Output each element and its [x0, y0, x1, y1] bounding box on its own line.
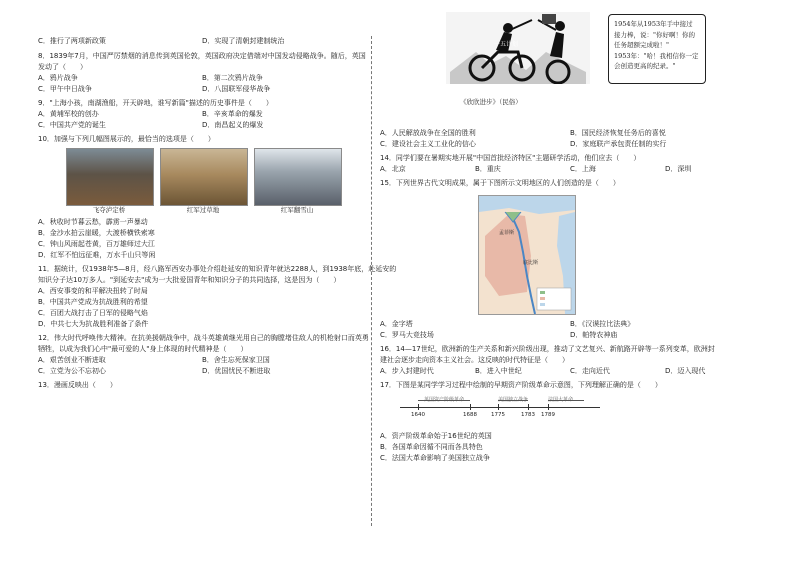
- option-b: B．舍生忘死保家卫国: [202, 356, 270, 364]
- map-label: 底比斯: [523, 260, 539, 266]
- question-14: [380, 153, 760, 175]
- question-stem: 17．下图是某同学学习过程中绘制的早期资产阶级革命示意图，下列理解正确的是（ ）: [380, 381, 662, 389]
- option-d: D．深圳: [665, 165, 692, 173]
- rider-label: 一五计划: [494, 41, 519, 48]
- right-column: [380, 6, 760, 464]
- option-d: D．帕特农神庙: [570, 331, 618, 339]
- revolution-timeline: [400, 395, 600, 429]
- painting-image: [160, 148, 248, 206]
- painting-luding-bridge: [66, 148, 152, 215]
- timeline-year: 1783: [521, 412, 535, 418]
- painting-snow-mountain: [254, 148, 340, 215]
- option-d: D．中共七大为抗战胜利准备了条件: [38, 320, 149, 328]
- speech-box: [608, 14, 706, 84]
- question-13: [38, 380, 366, 391]
- option-c: C．罗马大竞技场: [380, 331, 434, 339]
- option-a: A．资产阶级革命始于16世纪的英国: [380, 432, 492, 440]
- option-a: A．北京: [380, 165, 406, 173]
- painting-image: [254, 148, 342, 206]
- option-a: A．步入封建时代: [380, 367, 434, 375]
- option-d: D．南昌起义的爆发: [202, 121, 264, 129]
- timeline-span: [418, 400, 470, 401]
- option-c: C．中国共产党的诞生: [38, 121, 106, 129]
- timeline-label: 美国独立战争: [498, 397, 529, 403]
- timeline-tick: [528, 404, 529, 410]
- question-stem: 12．伟大时代呼唤伟大精神。在抗美援朝战争中，战斗英雄黄继光用自己的胸膛堵住敌人的机枪射口而英勇: [38, 334, 369, 342]
- timeline-tick: [418, 404, 419, 410]
- option-b: B．重庆: [475, 165, 501, 173]
- question-12: [38, 333, 369, 377]
- option-b: B．中国共产党成为抗战胜利的希望: [38, 298, 148, 306]
- timeline-axis: [400, 407, 600, 408]
- question-10: [38, 134, 366, 261]
- option-c: C．百团大战打击了日军的侵略气焰: [38, 309, 148, 317]
- option-c: C．推行了两项新政策: [38, 37, 106, 45]
- bubble-line: 任务超额完成啦！": [614, 41, 669, 49]
- option-d: D．八国联军侵华战争: [202, 85, 271, 93]
- timeline-tick: [498, 404, 499, 410]
- image-caption: 红军过草地: [186, 206, 220, 214]
- question-stem: 牺牲，以成为我们心中"最可爱的人"身上体现的时代精神是（ ）: [38, 345, 248, 353]
- option-b: B．《汉谟拉比法典》: [570, 320, 635, 328]
- question-9: [38, 98, 366, 131]
- option-a: A．人民解放战争在全国的胜利: [380, 129, 476, 137]
- option-c: C．走向近代: [570, 367, 610, 375]
- map-label: 孟菲斯: [499, 230, 515, 236]
- option-a: A．金字塔: [380, 320, 413, 328]
- option-d: D．红军不怕远征难，万水千山只等闲: [38, 251, 156, 259]
- timeline-span: [548, 400, 584, 401]
- timeline-year: 1775: [491, 412, 505, 418]
- option-b: B．第二次鸦片战争: [202, 74, 263, 82]
- column-divider: [371, 36, 372, 526]
- option-b: B．国民经济恢复任务后的喜悦: [570, 129, 666, 137]
- image-caption: 飞夺泸定桥: [92, 206, 126, 214]
- motorcycle-cartoon-image: [446, 12, 590, 84]
- question-17: [380, 380, 760, 464]
- timeline-span: [498, 400, 528, 401]
- option-d: D．实现了清朝封建制统治: [202, 37, 285, 45]
- option-b: B．各国革命因循不同而各具特色: [380, 443, 483, 451]
- option-d: D．优国忧民不断进取: [202, 367, 271, 375]
- option-a: A．艰苦创业不断进取: [38, 356, 106, 364]
- option-c: C．上海: [570, 165, 596, 173]
- question-13-options: [380, 128, 760, 150]
- option-b: B．辛亥革命的爆发: [202, 110, 263, 118]
- egypt-map: [478, 195, 576, 315]
- q7-options-cd: [38, 36, 366, 47]
- question-stem: 发动了（ ）: [38, 63, 87, 71]
- cartoon-caption: 《欣欣进步》（民俗）: [460, 98, 522, 106]
- question-stem: 知识分子达10万多人。"到延安去"成为一大批爱国青年和知识分子的共同选择，这是因为（ ）: [38, 276, 341, 284]
- option-c: C．钟山风雨起苍黄，百万雄师过大江: [38, 240, 155, 248]
- option-c: C．甲午中日战争: [38, 85, 92, 93]
- question-stem: 11．据统计，仅1938年5—8月，经八路军西安办事处介绍赴延安的知识青年就达2288人，到1938年底，赴延安的: [38, 265, 397, 273]
- option-b: B．金沙水拍云崖暖，大渡桥横铁索寒: [38, 229, 155, 237]
- timeline-year: 1688: [463, 412, 477, 418]
- option-a: A．鸦片战争: [38, 74, 78, 82]
- option-c: C．立党为公不忘初心: [38, 367, 106, 375]
- option-b: B．进入中世纪: [475, 367, 522, 375]
- option-d: D．迈入现代: [665, 367, 706, 375]
- timeline-tick: [470, 404, 471, 410]
- nile-map-image: [479, 196, 575, 314]
- cartoon: [446, 12, 712, 92]
- option-a: A．黄埔军校的创办: [38, 110, 99, 118]
- timeline-label: 英国资产阶级革命: [424, 397, 465, 403]
- bubble-line: 1953年："哈！我相信你一定: [614, 51, 699, 60]
- bubble-line: 1954年从1953年手中接过: [614, 20, 693, 28]
- question-stem: 10．加强与下列几幅图展示的，最恰当的选项是（ ）: [38, 135, 215, 143]
- painting-grassland: [160, 148, 246, 215]
- image-caption: 红军翻雪山: [280, 206, 314, 214]
- question-stem: 9．"上海小孩，南湖渔船，开天辟地，谁写新篇"描述的历史事件是（ ）: [38, 99, 273, 107]
- bubble-line: 会创造更高的纪录。": [614, 62, 676, 70]
- question-8: [38, 51, 366, 95]
- question-stem: 13．漫画反映出（ ）: [38, 381, 117, 389]
- option-a: A．秋收时节暮云愁，霹雳一声暴动: [38, 218, 148, 226]
- timeline-year: 1640: [411, 412, 425, 418]
- painting-image: [66, 148, 154, 206]
- question-16: [380, 344, 760, 377]
- option-c: C．法国大革命影响了美国独立战争: [380, 454, 490, 462]
- timeline-year: 1789: [541, 412, 555, 418]
- question-stem: 15．下列世界古代文明成果，属于下图所示文明地区的人们创造的是（ ）: [380, 179, 620, 187]
- option-a: A．西安事变的和平解决扭转了时局: [38, 287, 148, 295]
- bubble-line: 接力棒，说："你好啊！你的: [614, 30, 695, 39]
- timeline-label: 法国大革命: [548, 397, 574, 403]
- q10-images: [66, 148, 366, 215]
- question-15: [380, 178, 760, 341]
- question-stem: 14．同学们要在暑期实地开展"中国首批经济特区"主题研学活动，他们应去（ ）: [380, 154, 641, 162]
- question-stem: 建社会逐步走向资本主义社会。这反映的时代特征是（ ）: [380, 356, 569, 364]
- q13-cartoon-block: [380, 6, 760, 110]
- timeline-tick: [548, 404, 549, 410]
- option-d: D．家庭联产承包责任制的实行: [570, 140, 667, 148]
- option-c: C．建设社会主义工业化的信心: [380, 140, 476, 148]
- question-stem: 16．14—17世纪，欧洲新的生产关系和新兴阶级出现，推动了文艺复兴、新航路开辟等一系列变革，欧洲封: [380, 345, 715, 353]
- question-stem: 8．1839年7月，中国严厉禁烟的消息传到英国伦敦，英国政府决定借端对中国发动侵略战争。随后，英国: [38, 52, 366, 60]
